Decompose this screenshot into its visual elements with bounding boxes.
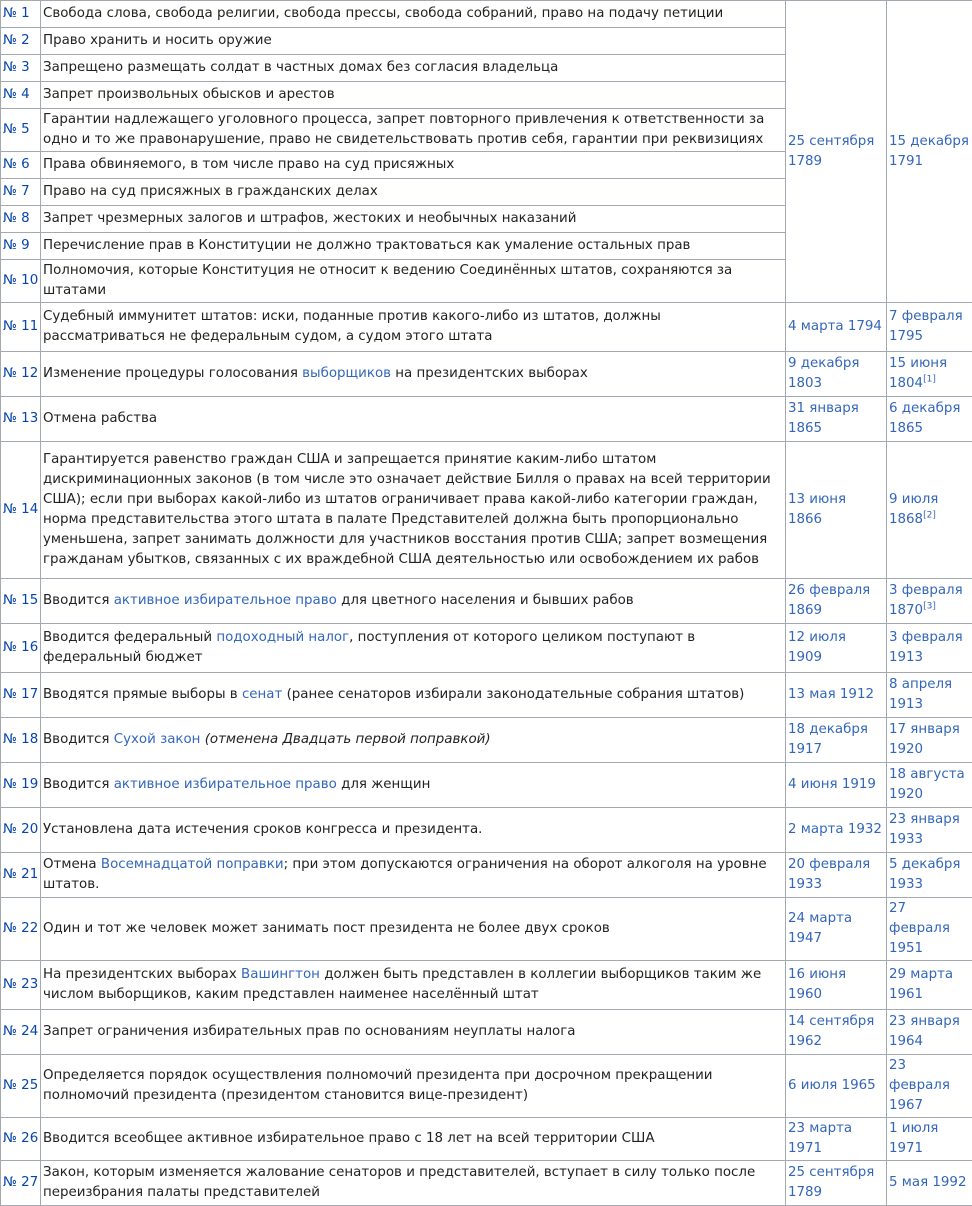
amendment-number-link[interactable]: № 27 <box>1 1161 41 1206</box>
amendment-content <box>41 624 786 673</box>
amendment-number-link[interactable]: № 18 <box>1 718 41 763</box>
amendment-number-link[interactable]: № 3 <box>1 55 41 82</box>
amendment-row <box>1 442 972 579</box>
ratified-date-cell <box>887 352 972 397</box>
amendment-number-link[interactable]: № 10 <box>1 260 41 303</box>
proposed-date[interactable]: 31 января 1865 <box>786 397 887 442</box>
ratified-date-cell <box>887 1118 972 1161</box>
content-text: Право хранить и носить оружие <box>43 33 272 48</box>
proposed-date[interactable]: 26 февраля 1869 <box>786 579 887 624</box>
content-text: Запрет произвольных обысков и арестов <box>43 87 335 102</box>
proposed-date[interactable]: 16 июня 1960 <box>786 961 887 1010</box>
ratified-date[interactable]: 7 февраля 1795 <box>889 309 963 344</box>
bill-of-rights-ratified-date[interactable]: 15 декабря 1791 <box>887 1 972 303</box>
content-text: на президентских выборах <box>391 366 588 381</box>
amendment-number-link[interactable]: № 1 <box>1 1 41 28</box>
amendment-row <box>1 1010 972 1055</box>
proposed-date[interactable]: 6 июля 1965 <box>786 1055 887 1118</box>
ratified-date-cell <box>887 763 972 808</box>
amendment-number-link[interactable]: № 13 <box>1 397 41 442</box>
content-link[interactable]: подоходный налог <box>216 630 349 645</box>
proposed-date[interactable]: 13 мая 1912 <box>786 673 887 718</box>
amendments-table-body <box>1 1 972 1206</box>
amendment-number-link[interactable]: № 17 <box>1 673 41 718</box>
amendment-number-link[interactable]: № 6 <box>1 152 41 179</box>
content-text: Установлена дата истечения сроков конгресса и президента. <box>43 822 482 837</box>
amendment-content <box>41 1010 786 1055</box>
amendment-number-link[interactable]: № 4 <box>1 82 41 109</box>
amendment-row <box>1 397 972 442</box>
amendment-number-link[interactable]: № 23 <box>1 961 41 1010</box>
amendment-content <box>41 55 786 82</box>
amendment-number-link[interactable]: № 25 <box>1 1055 41 1118</box>
content-text: должен быть представлен в коллегии выборщиков таким же числом выборщиков, каким представлен наименее населённый штат <box>43 967 761 1002</box>
content-text: Запрет чрезмерных залогов и штрафов, жестоких и необычных наказаний <box>43 211 576 226</box>
ratified-date-cell <box>887 718 972 763</box>
amendment-content <box>41 579 786 624</box>
amendment-content <box>41 233 786 260</box>
amendment-content <box>41 1118 786 1161</box>
ratified-date[interactable]: 17 января 1920 <box>889 722 960 757</box>
amendment-content <box>41 206 786 233</box>
ratified-date[interactable]: 18 августа 1920 <box>889 767 965 802</box>
amendment-row <box>1 624 972 673</box>
amendment-number-link[interactable]: № 9 <box>1 233 41 260</box>
ratified-date-cell <box>887 442 972 579</box>
ratified-date-cell <box>887 673 972 718</box>
amendment-row <box>1 763 972 808</box>
amendment-content <box>41 853 786 898</box>
content-link[interactable]: Вашингтон <box>241 967 320 982</box>
proposed-date[interactable]: 20 февраля 1933 <box>786 853 887 898</box>
reference-link[interactable]: [3] <box>923 602 936 612</box>
amendment-number-link[interactable]: № 12 <box>1 352 41 397</box>
ratified-date[interactable]: 5 мая 1992 <box>889 1175 966 1190</box>
amendment-content <box>41 673 786 718</box>
amendment-number-link[interactable]: № 16 <box>1 624 41 673</box>
amendment-content <box>41 808 786 853</box>
amendment-row <box>1 718 972 763</box>
amendment-row <box>1 1118 972 1161</box>
amendment-content <box>41 260 786 303</box>
ratified-date-cell <box>887 961 972 1010</box>
proposed-date[interactable]: 4 марта 1794 <box>786 303 887 352</box>
content-text: Определяется порядок осуществления полномочий президента при досрочном прекращении полномочий президента (президентом становится вице-президент) <box>43 1068 713 1103</box>
content-text: Гарантии надлежащего уголовного процесса, запрет повторного привлечения к ответственности за одно и то же правонарушение, право не свидетельствовать против себя, гарантии при реквизициях <box>43 112 764 147</box>
ratified-date-cell <box>887 1010 972 1055</box>
ratified-date-cell <box>887 898 972 961</box>
ratified-date-cell <box>887 579 972 624</box>
content-link[interactable]: активное избирательное право <box>114 593 337 608</box>
amendment-content <box>41 397 786 442</box>
amendment-number-link[interactable]: № 21 <box>1 853 41 898</box>
content-text: (отменена Двадцать первой поправкой) <box>205 732 491 747</box>
content-text: Гарантируется равенство граждан США и запрещается принятие каким-либо штатом дискриминационных законов (в том числе это означает действие Билля о правах на всей территории США); если при выборах какой-либо из штатов ограничивает права какой-либо категории граждан, норма представительства этого штата в палате Представителей должна быть пропорционально уменьшена, запрет занимать должности для участников восстания против США; запрет возмещения гражданам убытков, связанных с их враждебной США деятельностью или освобождением их рабов <box>43 452 771 567</box>
content-text: Закон, которым изменяется жалование сенаторов и представителей, вступает в силу только после переизбрания палаты представителей <box>43 1165 755 1200</box>
ratified-date-cell <box>887 624 972 673</box>
amendment-content <box>41 1161 786 1206</box>
content-text: Отмена <box>43 857 101 872</box>
content-text: Запрет ограничения избирательных прав по основаниям неуплаты налога <box>43 1024 575 1039</box>
content-text: Вводятся прямые выборы в <box>43 687 242 702</box>
ratified-date-cell <box>887 808 972 853</box>
content-text: Один и тот же человек может занимать пост президента не более двух сроков <box>43 921 610 936</box>
amendment-row <box>1 898 972 961</box>
amendment-row <box>1 352 972 397</box>
proposed-date[interactable]: 25 сентября 1789 <box>786 1161 887 1206</box>
ratified-date-cell <box>887 1161 972 1206</box>
amendment-number-link[interactable]: № 7 <box>1 179 41 206</box>
ratified-date[interactable]: 5 декабря 1933 <box>889 857 960 892</box>
amendment-content <box>41 109 786 152</box>
ratified-date[interactable]: 27 февраля 1951 <box>889 901 950 956</box>
content-link[interactable]: Восемнадцатой поправки <box>101 857 284 872</box>
content-text: , поступления от которого целиком поступают в федеральный бюджет <box>43 630 695 665</box>
content-text: (ранее сенаторов избирали законодательные собрания штатов) <box>282 687 744 702</box>
proposed-date[interactable]: 13 июня 1866 <box>786 442 887 579</box>
amendment-number-link[interactable]: № 14 <box>1 442 41 579</box>
content-text: Вводится <box>43 732 114 747</box>
amendment-number-link[interactable]: № 20 <box>1 808 41 853</box>
amendment-number-link[interactable]: № 2 <box>1 28 41 55</box>
amendment-content <box>41 961 786 1010</box>
amendment-content <box>41 718 786 763</box>
content-text: Вводится <box>43 777 114 792</box>
content-text: Права обвиняемого, в том числе право на суд присяжных <box>43 157 454 172</box>
amendment-row <box>1 853 972 898</box>
proposed-date[interactable]: 18 декабря 1917 <box>786 718 887 763</box>
ratified-date-cell <box>887 397 972 442</box>
content-text: Полномочия, которые Конституция не относит к ведению Соединённых штатов, сохраняются за штатами <box>43 263 732 298</box>
content-link[interactable]: активное избирательное право <box>114 777 337 792</box>
amendment-row <box>1 303 972 352</box>
amendment-row <box>1 961 972 1010</box>
content-text: Судебный иммунитет штатов: иски, поданные против какого-либо из штатов, должны рассматриваться не федеральным судом, а судом этого штата <box>43 309 661 344</box>
amendment-number-link[interactable]: № 19 <box>1 763 41 808</box>
amendment-number-link[interactable]: № 24 <box>1 1010 41 1055</box>
content-link[interactable]: выборщиков <box>302 366 391 381</box>
amendment-content <box>41 152 786 179</box>
ratified-date-cell <box>887 303 972 352</box>
content-text: ; при этом допускаются ограничения на оборот алкоголя на уровне штатов. <box>43 857 767 892</box>
ratified-date[interactable]: 9 июля 1868 <box>889 492 938 527</box>
amendment-content <box>41 352 786 397</box>
ratified-date-cell <box>887 853 972 898</box>
amendment-content <box>41 1 786 28</box>
ratified-date[interactable]: 23 февраля 1967 <box>889 1058 950 1113</box>
amendment-content <box>41 1055 786 1118</box>
reference-link[interactable]: [1] <box>923 375 936 385</box>
content-text: Запрещено размещать солдат в частных домах без согласия владельца <box>43 60 558 75</box>
amendment-content <box>41 179 786 206</box>
amendment-number-link[interactable]: № 8 <box>1 206 41 233</box>
amendment-content <box>41 763 786 808</box>
content-text: Вводится <box>43 593 114 608</box>
amendment-number-link[interactable]: № 22 <box>1 898 41 961</box>
ratified-date[interactable]: 15 июня 1804 <box>889 356 947 391</box>
content-text: для цветного населения и бывших рабов <box>337 593 634 608</box>
content-text: Право на суд присяжных в гражданских делах <box>43 184 378 199</box>
amendment-content <box>41 442 786 579</box>
ratified-date[interactable]: 1 июля 1971 <box>889 1121 938 1156</box>
content-text: Свобода слова, свобода религии, свобода прессы, свобода собраний, право на подачу петиции <box>43 6 723 21</box>
proposed-date[interactable]: 2 марта 1932 <box>786 808 887 853</box>
ratified-date[interactable]: 3 февраля 1913 <box>889 630 963 665</box>
ratified-date-cell <box>887 1055 972 1118</box>
content-link[interactable]: Сухой закон <box>114 732 201 747</box>
content-link[interactable]: сенат <box>242 687 282 702</box>
proposed-date[interactable]: 24 марта 1947 <box>786 898 887 961</box>
amendment-row <box>1 1 972 28</box>
amendment-number-link[interactable]: № 5 <box>1 109 41 152</box>
reference-link[interactable]: [2] <box>923 511 936 521</box>
amendment-number-link[interactable]: № 26 <box>1 1118 41 1161</box>
content-text: Изменение процедуры голосования <box>43 366 302 381</box>
ratified-date[interactable]: 3 февраля 1870 <box>889 583 963 618</box>
ratified-date[interactable]: 6 декабря 1865 <box>889 401 960 436</box>
amendment-row <box>1 1055 972 1118</box>
amendment-row <box>1 579 972 624</box>
amendment-content <box>41 82 786 109</box>
content-text: На президентских выборах <box>43 967 241 982</box>
proposed-date[interactable]: 23 марта 1971 <box>786 1118 887 1161</box>
content-text: Вводится всеобщее активное избирательное право с 18 лет на всей территории США <box>43 1131 655 1146</box>
amendment-number-link[interactable]: № 15 <box>1 579 41 624</box>
proposed-date[interactable]: 14 сентября 1962 <box>786 1010 887 1055</box>
content-text: Отмена рабства <box>43 411 157 426</box>
proposed-date[interactable]: 9 декабря 1803 <box>786 352 887 397</box>
amendment-row <box>1 1161 972 1206</box>
ratified-date[interactable]: 23 января 1933 <box>889 812 960 847</box>
proposed-date[interactable]: 12 июля 1909 <box>786 624 887 673</box>
proposed-date[interactable]: 4 июня 1919 <box>786 763 887 808</box>
content-text: для женщин <box>337 777 431 792</box>
amendment-row <box>1 808 972 853</box>
ratified-date[interactable]: 8 апреля 1913 <box>889 677 952 712</box>
ratified-date[interactable]: 29 марта 1961 <box>889 967 953 1002</box>
amendment-content <box>41 28 786 55</box>
bill-of-rights-proposed-date[interactable]: 25 сентября 1789 <box>786 1 887 303</box>
content-text: Перечисление прав в Конституции не должно трактоваться как умаление остальных прав <box>43 238 690 253</box>
amendment-number-link[interactable]: № 11 <box>1 303 41 352</box>
content-text: Вводится федеральный <box>43 630 216 645</box>
amendment-content <box>41 303 786 352</box>
ratified-date[interactable]: 23 января 1964 <box>889 1014 960 1049</box>
amendment-row <box>1 673 972 718</box>
amendment-content <box>41 898 786 961</box>
